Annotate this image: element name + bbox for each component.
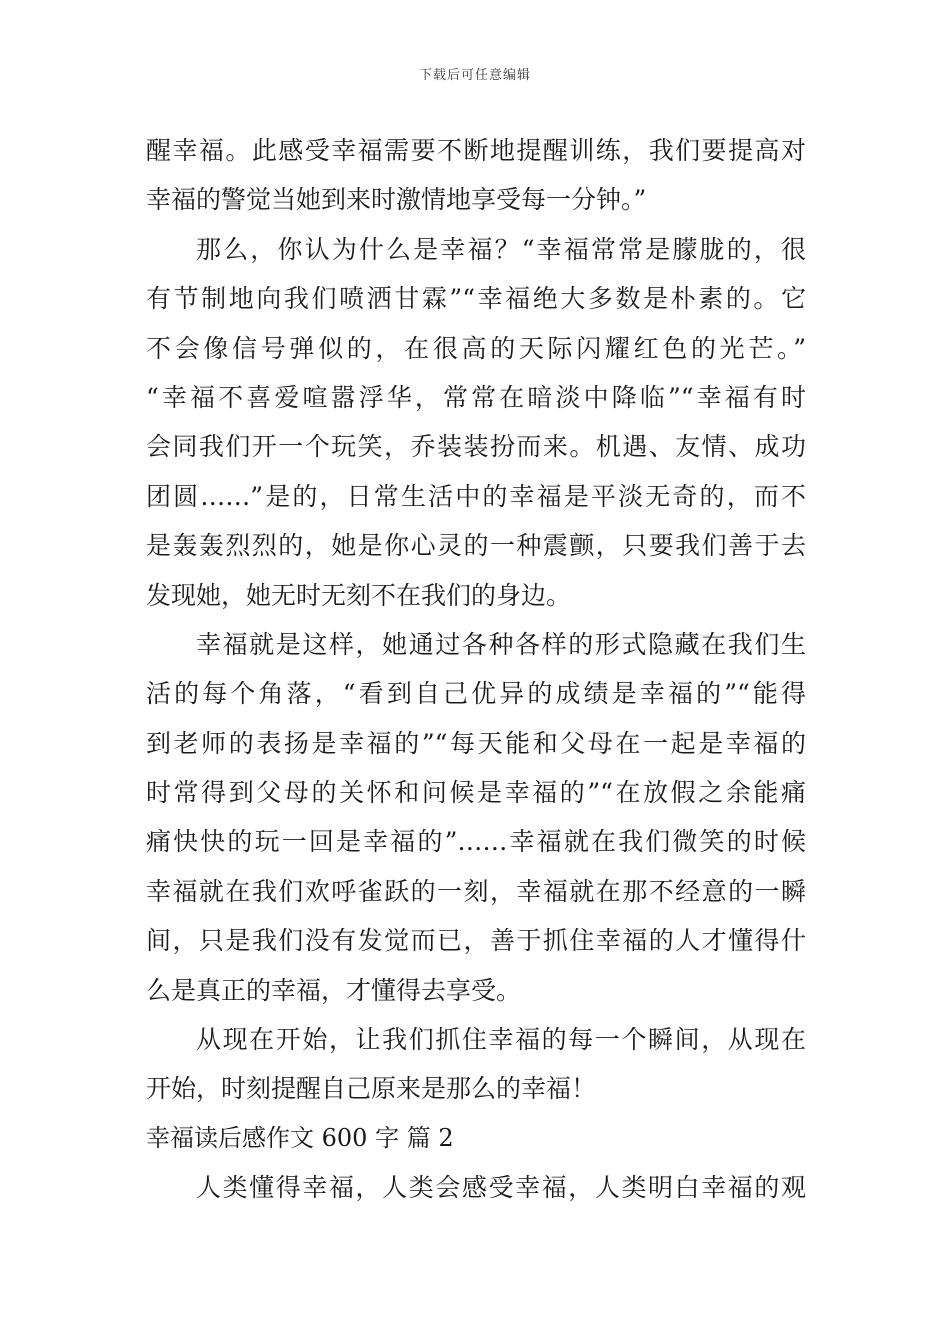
paragraph-first-line: 那么，你认为什么是幸福？“幸福常常是朦胧的，很 — [196, 234, 806, 264]
text-line: “幸福不喜爱喧嚣浮华，常常在暗淡中降临”“幸福有时 — [146, 382, 806, 412]
text-line: 幸福的警觉当她到来时激情地享受每一分钟。” — [146, 185, 647, 215]
text-line: 间，只是我们没有发觉而已，善于抓住幸福的人才懂得什 — [146, 926, 806, 956]
text-line: 活的每个角落，“看到自己优异的成绩是幸福的”“能得 — [146, 679, 806, 709]
text-line: 发现她，她无时无刻不在我们的身边。 — [146, 580, 572, 610]
text-line: 有节制地向我们喷洒甘霖”“幸福绝大多数是朴素的。它 — [146, 284, 806, 314]
text-line: 团圆……”是的，日常生活中的幸福是平淡无奇的，而不 — [146, 481, 806, 511]
text-line: 幸福就在我们欢呼雀跃的一刻，幸福就在那不经意的一瞬 — [146, 876, 806, 906]
text-line: 开始，时刻提醒自己原来是那么的幸福！ — [146, 1074, 597, 1104]
text-line: 醒幸福。此感受幸福需要不断地提醒训练，我们要提高对 — [146, 136, 806, 165]
text-line: 么是真正的幸福，才懂得去享受。 — [146, 975, 522, 1005]
page-header: 下载后可任意编辑 — [418, 68, 531, 83]
text-line: 痛快快的玩一回是幸福的”……幸福就在我们微笑的时候 — [146, 827, 806, 857]
text-line: 到老师的表扬是幸福的”“每天能和父母在一起是幸福的 — [146, 728, 806, 758]
text-line: 是轰轰烈烈的，她是你心灵的一种震颤，只要我们善于去 — [146, 531, 806, 561]
text-line: 不会像信号弹似的，在很高的天际闪耀红色的光芒。” — [146, 333, 806, 363]
section-heading: 幸福读后感作文 600 字 篇 2 — [146, 1123, 454, 1152]
paragraph-first-line: 人类懂得幸福，人类会感受幸福，人类明白幸福的观 — [196, 1173, 806, 1203]
text-line: 时常得到父母的关怀和问候是幸福的”“在放假之余能痛 — [146, 778, 806, 808]
document-body — [146, 126, 806, 1213]
text-line: 会同我们开一个玩笑，乔装装扮而来。机遇、友情、成功 — [146, 432, 806, 462]
paragraph-first-line: 从现在开始，让我们抓住幸福的每一个瞬间，从现在 — [196, 1025, 806, 1055]
paragraph-first-line: 幸福就是这样，她通过各种各样的形式隐藏在我们生 — [196, 629, 806, 659]
